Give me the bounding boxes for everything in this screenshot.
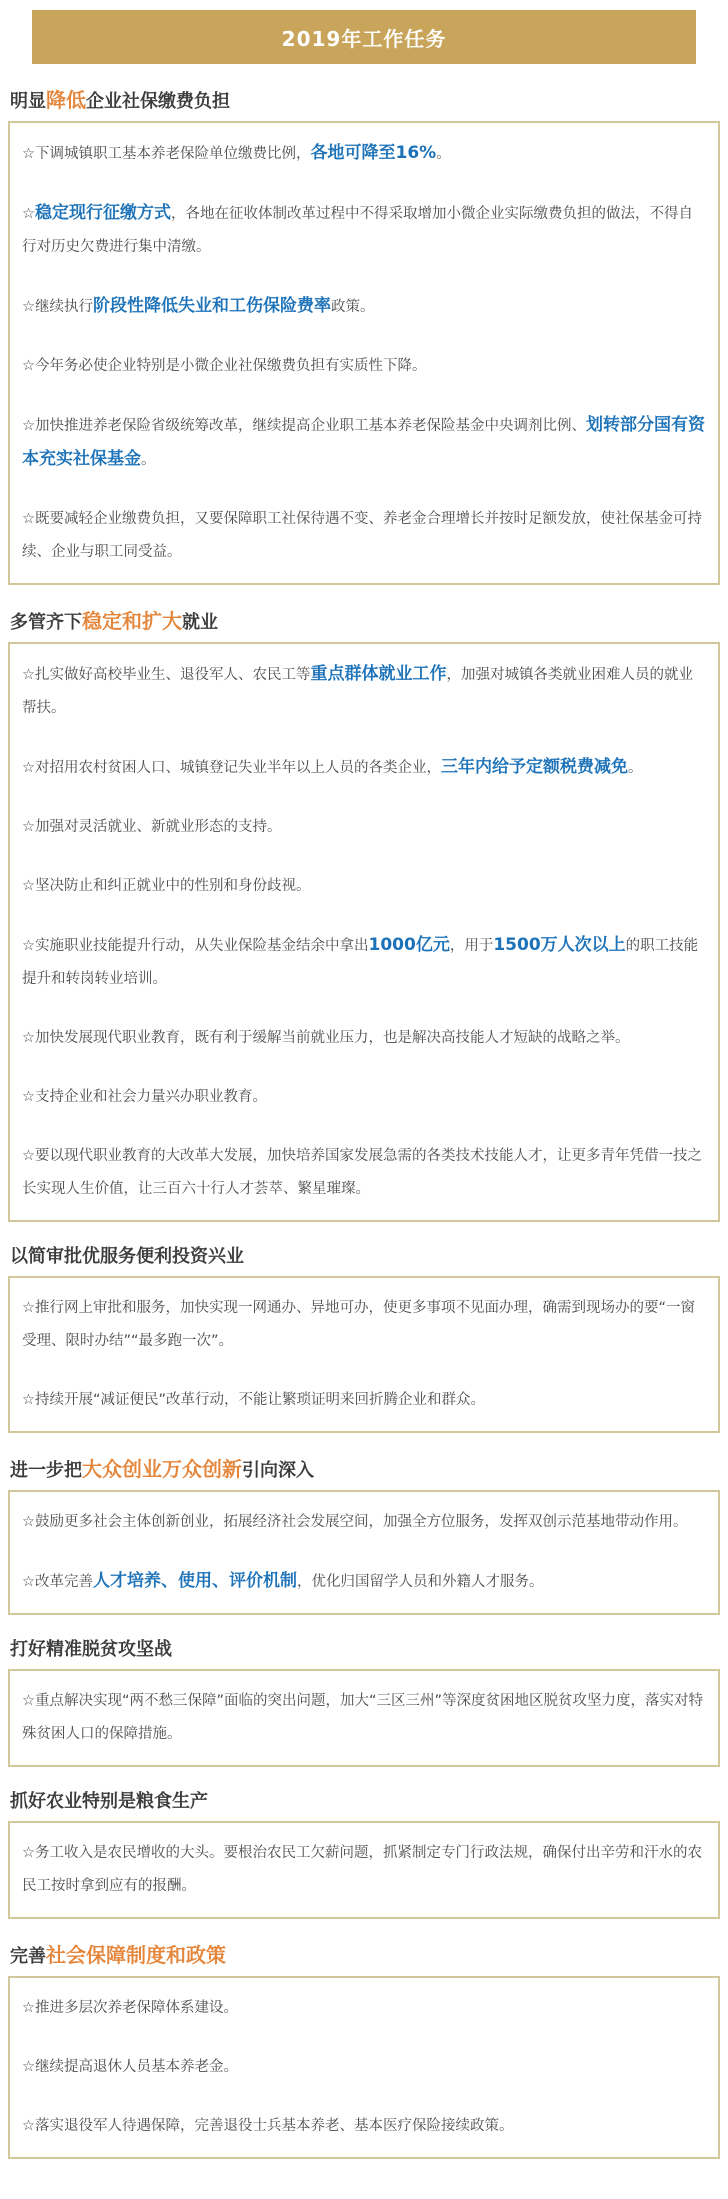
- list-item: [22, 1384, 706, 1417]
- text-run: 。: [436, 146, 451, 162]
- list-item: [22, 1506, 706, 1539]
- text-run: 明显: [10, 91, 46, 112]
- section-title: [10, 1242, 718, 1268]
- text-run: ☆改革完善: [22, 1574, 93, 1590]
- text-run: ☆继续提高退休人员基本养老金。: [22, 2059, 238, 2075]
- list-item: [22, 1837, 706, 1903]
- text-run: ☆加快推进养老保险省级统筹改革，继续提高企业职工基本养老保险基金中央调剂比例、: [22, 418, 586, 434]
- text-run: 政策。: [331, 299, 375, 315]
- list-item: [22, 1292, 706, 1358]
- highlight-text: 1500万人次以上: [493, 935, 626, 955]
- list-item: [22, 751, 706, 785]
- highlight-text: 大众创业万众创新: [82, 1457, 242, 1481]
- text-run: 。: [141, 452, 156, 468]
- list-item: [22, 1565, 706, 1599]
- text-run: 企业社保缴费负担: [86, 91, 230, 112]
- list-item: [22, 1685, 706, 1751]
- page-title-banner: [32, 10, 696, 64]
- section-box: [8, 1276, 720, 1433]
- text-run: ☆务工收入是农民增收的大头。要根治农民工欠薪问题，抓紧制定专门行政法规，确保付出辛劳和汗水的农民工按时拿到应有的报酬。: [22, 1845, 702, 1894]
- highlight-text: 降低: [46, 88, 86, 112]
- text-run: ☆既要减轻企业缴费负担，又要保障职工社保待遇不变、养老金合理增长并按时足额发放，使社保基金可持续、企业与职工同受益。: [22, 511, 702, 560]
- highlight-text: 稳定现行征缴方式: [35, 203, 171, 223]
- section-title: [10, 1939, 718, 1968]
- list-item: [22, 929, 706, 996]
- text-run: ☆下调城镇职工基本养老保险单位缴费比例，: [22, 146, 311, 162]
- text-run: ☆坚决防止和纠正就业中的性别和身份歧视。: [22, 878, 311, 894]
- text-run: 的职工技能提升和转岗转业培训。: [22, 938, 699, 987]
- list-item: [22, 870, 706, 903]
- list-item: [22, 350, 706, 383]
- list-item: [22, 1022, 706, 1055]
- text-run: ☆落实退役军人待遇保障，完善退役士兵基本养老、基本医疗保险接续政策。: [22, 2118, 514, 2134]
- highlight-text: 三年内给予定额税费减免: [441, 757, 628, 777]
- text-run: ，各地在征收体制改革过程中不得采取增加小微企业实际缴费负担的做法，不得自行对历史欠费进行集中清缴。: [22, 206, 693, 255]
- text-run: ☆支持企业和社会力量兴办职业教育。: [22, 1089, 267, 1105]
- text-run: ☆持续开展“减证便民”改革行动，不能让繁琐证明来回折腾企业和群众。: [22, 1392, 486, 1408]
- text-run: ☆鼓励更多社会主体创新创业，拓展经济社会发展空间，加强全方位服务，发挥双创示范基地带动作用。: [22, 1514, 688, 1530]
- list-item: [22, 409, 706, 477]
- list-item: [22, 503, 706, 569]
- text-run: 多管齐下: [10, 612, 82, 633]
- highlight-text: 人才培养、使用、评价机制: [93, 1571, 297, 1591]
- text-run: 就业: [182, 612, 218, 633]
- highlight-text: 阶段性降低失业和工伤保险费率: [93, 296, 331, 316]
- text-run: ☆今年务必使企业特别是小微企业社保缴费负担有实质性下降。: [22, 358, 427, 374]
- list-item: [22, 137, 706, 171]
- list-item: [22, 2051, 706, 2084]
- section-title: [10, 1787, 718, 1813]
- text-run: 进一步把: [10, 1460, 82, 1481]
- section-box: [8, 1669, 720, 1767]
- text-run: ☆要以现代职业教育的大改革大发展，加快培养国家发展急需的各类技术技能人才，让更多青年凭借一技之长实现人生价值，让三百六十行人才荟萃、繁星璀璨。: [22, 1148, 702, 1197]
- highlight-text: 各地可降至16%: [310, 143, 437, 163]
- list-item: [22, 658, 706, 725]
- text-run: ☆: [22, 206, 35, 222]
- text-run: ☆推行网上审批和服务，加快实现一网通办、异地可办，使更多事项不见面办理，确需到现场办的要“一窗受理、限时办结”“最多跑一次”。: [22, 1300, 696, 1349]
- highlight-text: 重点群体就业工作: [310, 664, 447, 684]
- text-run: ☆加强对灵活就业、新就业形态的支持。: [22, 819, 282, 835]
- page-title: 2019年工作任务: [281, 26, 447, 51]
- list-item: [22, 1081, 706, 1114]
- section-box: [8, 1821, 720, 1919]
- list-item: [22, 197, 706, 264]
- text-run: ☆加快发展现代职业教育，既有利于缓解当前就业压力，也是解决高技能人才短缺的战略之举。: [22, 1030, 630, 1046]
- list-item: [22, 1992, 706, 2025]
- list-item: [22, 290, 706, 324]
- text-run: ☆扎实做好高校毕业生、退役军人、农民工等: [22, 667, 311, 683]
- highlight-text: 稳定和扩大: [82, 609, 182, 633]
- highlight-text: 社会保障制度和政策: [46, 1943, 226, 1967]
- text-run: ，加强对城镇各类就业困难人员的就业帮扶。: [22, 667, 693, 716]
- section-box: [8, 1490, 720, 1615]
- section-title: [10, 1453, 718, 1482]
- text-run: ☆对招用农村贫困人口、城镇登记失业半年以上人员的各类企业，: [22, 760, 441, 776]
- list-item: [22, 811, 706, 844]
- text-run: ，优化归国留学人员和外籍人才服务。: [297, 1574, 544, 1590]
- text-run: 引向深入: [242, 1460, 314, 1481]
- section-box: [8, 1976, 720, 2159]
- section-title: [10, 1635, 718, 1661]
- text-run: ☆实施职业技能提升行动，从失业保险基金结余中拿出: [22, 938, 369, 954]
- text-run: ，用于: [449, 938, 494, 954]
- content: [0, 84, 728, 2159]
- section-title: [10, 84, 718, 113]
- text-run: ☆推进多层次养老保障体系建设。: [22, 2000, 238, 2016]
- highlight-text: 划转部分国有资本充实社保基金: [22, 415, 705, 469]
- list-item: [22, 1140, 706, 1206]
- text-run: 。: [628, 760, 643, 776]
- section-title: [10, 605, 718, 634]
- section-box: [8, 121, 720, 585]
- text-run: 抓好农业特别是粮食生产: [10, 1791, 208, 1812]
- highlight-text: 1000亿元: [368, 935, 450, 955]
- text-run: 完善: [10, 1946, 46, 1967]
- text-run: ☆重点解决实现“两不愁三保障”面临的突出问题，加大“三区三州”等深度贫困地区脱贫攻坚力度，落实对特殊贫困人口的保障措施。: [22, 1693, 704, 1742]
- section-box: [8, 642, 720, 1222]
- text-run: ☆继续执行: [22, 299, 93, 315]
- text-run: 以简审批优服务便利投资兴业: [10, 1246, 244, 1267]
- list-item: [22, 2110, 706, 2143]
- text-run: 打好精准脱贫攻坚战: [10, 1639, 172, 1660]
